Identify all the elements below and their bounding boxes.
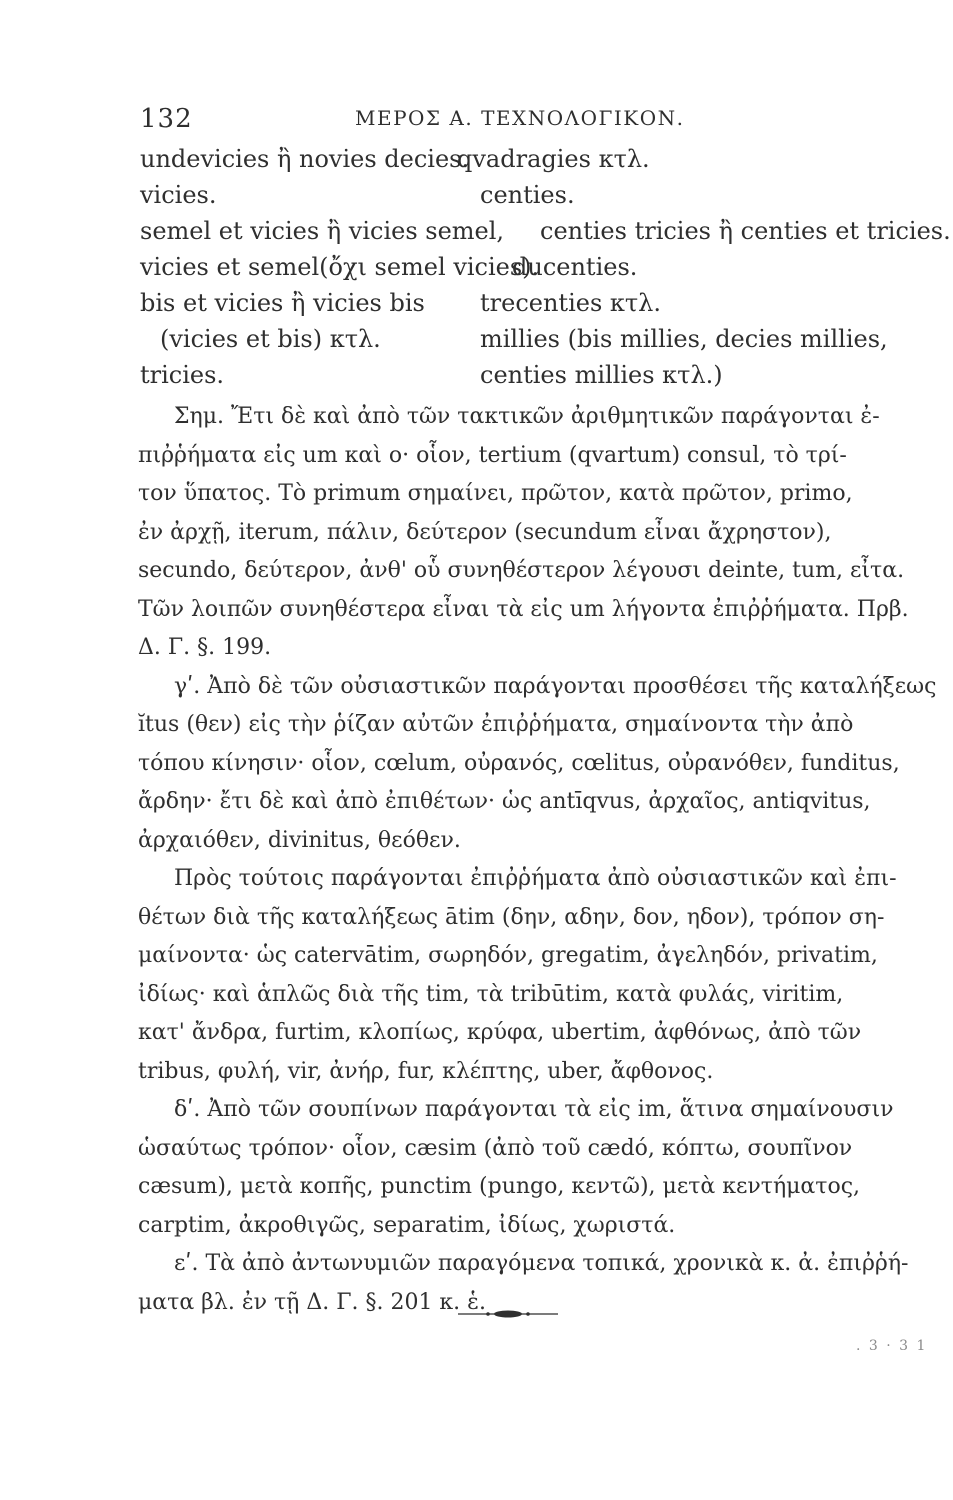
corner-mark: . 3 · 3 1 <box>856 1338 928 1354</box>
text-line: ἄρδην· ἔτι δὲ καὶ ἀπὸ ἐπιθέτων· ὡς antīqvus, ἀρχαῖος, antiqvitus, <box>138 789 871 814</box>
page-number: 132 <box>140 104 193 134</box>
text-line: τόπου κίνησιν· οἷον, cœlum, οὐρανός, cœlitus, οὐρανόθεν, funditus, <box>138 750 900 776</box>
table-row <box>140 217 951 253</box>
text-line: tribus, φυλή, vir, ἀνήρ, fur, κλέπτης, uber, ἄφθονος. <box>138 1058 714 1084</box>
text-line: ἀρχαιόθεν, divinitus, θεόθεν. <box>138 827 461 853</box>
text-line: εʹ. Τὰ ἀπὸ ἀντωνυμιῶν παραγόμενα τοπικά, χρονικὰ κ. ἀ. ἐπιῤῥή- <box>174 1251 909 1276</box>
table-cell-right: qvadragies κτλ. <box>457 145 650 173</box>
text-line: τον ὕπατος. Τὸ primum σημαίνει, πρῶτον, κατὰ πρῶτον, primo, <box>138 481 853 506</box>
text-line: πιῤῥήματα εἰς um καὶ o· οἷον, tertium (qvartum) consul, τὸ τρί- <box>138 442 847 468</box>
text-line: cæsum), μετὰ κοπῆς, punctim (pungo, κεντῶ), μετὰ κεντήματος, <box>138 1174 861 1199</box>
text-line: κατ' ἄνδρα, furtim, κλοπίως, κρύφα, ubertim, ἀφθόνως, ἀπὸ τῶν <box>138 1020 862 1045</box>
text-line: δʹ. Ἀπὸ τῶν σουπίνων παράγονται τὰ εἰς im, ἅτινα σημαίνουσιν <box>174 1097 894 1122</box>
text-line: ἰδίως· καὶ ἁπλῶς διὰ τῆς tim, τὰ tribūtim, κατὰ φυλάς, viritim, <box>138 981 844 1007</box>
text-line: γʹ. Ἀπὸ δὲ τῶν οὐσιαστικῶν παράγονται προσθέσει τῆς καταλήξεως <box>174 673 937 699</box>
table-cell-right: trecenties κτλ. <box>480 289 662 317</box>
text-line: carptim, ἀκροθιγῶς, separatim, ἰδίως, χωριστά. <box>138 1212 676 1238</box>
text-line: Δ. Γ. §. 199. <box>138 635 272 660</box>
text-line: ματα βλ. ἐν τῇ Δ. Γ. §. 201 κ. ἑ. <box>138 1289 486 1315</box>
text-line: ἐν ἀρχῇ, iterum, πάλιν, δεύτερον (secundum εἶναι ἄχρηστον), <box>138 519 832 545</box>
table-cell-left: tricies. <box>140 361 225 389</box>
table-row <box>140 361 900 397</box>
table-row <box>140 181 900 217</box>
table-row <box>140 253 900 289</box>
table-cell-left: (vicies et bis) κτλ. <box>160 325 381 353</box>
body-text <box>138 398 937 1322</box>
table-row <box>140 145 900 181</box>
table-row <box>140 325 900 361</box>
table-cell-right: ducenties. <box>512 253 638 281</box>
table-cell-left: bis et vicies ἢ vicies bis <box>140 289 425 317</box>
table-cell-right: centies tricies ἢ centies et tricies. <box>540 217 951 245</box>
text-line: ĭtus (θεν) εἰς τὴν ῥίζαν αὐτῶν ἐπιῤῥήματα, σημαίνοντα τὴν ἀπὸ <box>138 712 854 737</box>
text-line: θέτων διὰ τῆς καταλήξεως ātim (δην, αδην, δον, ηδον), τρόπον ση- <box>138 904 885 930</box>
text-line: Τῶν λοιπῶν συνηθέστερα εἶναι τὰ εἰς um λήγοντα ἐπιῤῥήματα. Πρβ. <box>138 596 909 622</box>
table-cell-left: semel et vicies ἢ vicies semel, <box>140 217 505 245</box>
page-header <box>140 100 900 140</box>
text-line: Πρὸς τούτοις παράγονται ἐπιῤῥήματα ἀπὸ οὐσιαστικῶν καὶ ἐπι- <box>174 866 897 891</box>
table-cell-right: centies millies κτλ.) <box>480 361 723 389</box>
text-line: ὡσαύτως τρόπον· οἷον, cæsim (ἀπὸ τοῦ cædó, κόπτω, σουπῖνον <box>138 1135 853 1161</box>
table-cell-left: vicies. <box>140 181 217 209</box>
text-line: μαίνοντα· ὡς catervātim, σωρηδόν, gregatim, ἀγεληδόν, privatim, <box>138 943 878 968</box>
table-cell-right: millies (bis millies, decies millies, <box>480 325 888 353</box>
table-row <box>140 289 900 325</box>
table-cell-left: vicies et semel(ὄχι semel vicies). <box>140 253 540 281</box>
text-line: secundo, δεύτερον, ἀνθ' οὗ συνηθέστερον λέγουσι deinte, tum, εἶτα. <box>138 558 905 583</box>
numeral-adverb-table <box>140 145 951 397</box>
text-line: Σημ. Ἔτι δὲ καὶ ἀπὸ τῶν τακτικῶν ἀριθμητικῶν παράγονται ἐ- <box>174 404 880 429</box>
table-cell-left: undevicies ἢ novies decies. <box>140 145 470 173</box>
running-title: ΜΕΡΟΣ Α. ΤΕΧΝΟΛΟΓΙΚΟΝ. <box>355 106 685 130</box>
ornament-divider <box>458 1308 558 1320</box>
table-cell-right: centies. <box>480 181 575 209</box>
